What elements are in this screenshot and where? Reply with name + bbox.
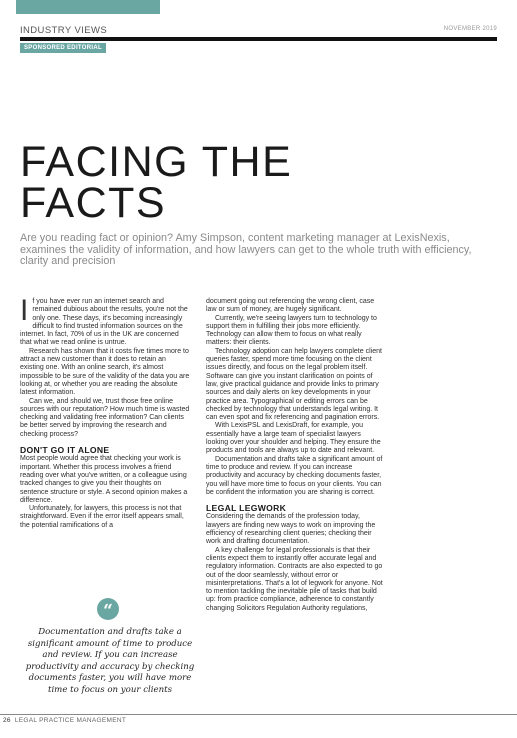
body-paragraph-text: f you have ever run an internet search and remained dubious about the results, you're not the only one. These days, it's becoming increasingly difficult to find trusted information sources on the internet. In fact, 70% of us in the UK are concerned that what we read online is untrue. xyxy=(20,298,188,347)
header-accent-bar xyxy=(16,0,160,14)
page-number: 26 xyxy=(3,717,11,724)
headline-line-2: FACTS xyxy=(20,179,167,227)
article-headline xyxy=(20,138,420,227)
headline-line-1: FACING THE xyxy=(20,138,293,186)
subheading: LEGAL LEGWORK xyxy=(206,503,287,514)
body-paragraph: With LexisPSL and LexisDraft, for example, you essentially have a large team of specialist lawyers looking over your shoulder and helping. They ensure the products and tools are always up to date and relevant. xyxy=(206,422,381,455)
body-paragraph: Research has shown that it costs five times more to attract a new customer than it does to retain an existing one. With an online search, it's almost impossible to be sure of the validity of the data you are looking at, or whether you are reading the absolute latest information. xyxy=(20,347,190,397)
body-paragraph: Technology adoption can help lawyers complete client queries faster, spend more time focusing on the client issues directly, and focus on the legal problem itself. Software can give you instant clarification on points of law, give practical guidance and provide links to primary sources and daily alerts on key developments in your practice area. Typographical or editing errors can be checked by technology that understands legal writing. It can even spot and fix referencing and pagination errors. xyxy=(206,347,382,422)
body-paragraph: document going out referencing the wrong client, case law or sum of money, are hugely significant. xyxy=(206,298,375,314)
body-paragraph: Currently, we're seeing lawyers turn to technology to support them in fulfilling their jobs more efficiently. Technology can allow them to focus on what really matters: their clients. xyxy=(206,314,377,347)
quote-icon: “ xyxy=(97,598,119,620)
publication-name: LEGAL PRACTICE MANAGEMENT xyxy=(14,717,127,724)
issue-date: NOVEMBER 2019 xyxy=(443,26,497,32)
page-footer xyxy=(3,717,126,724)
article-standfirst: Are you reading fact or opinion? Amy Simpson, content marketing manager at LexisNexis, examines the validity of information, and how lawyers can get to the whole truth with efficiency, clarity and precision xyxy=(20,232,472,268)
body-paragraph: Considering the demands of the profession today, lawyers are finding new ways to work on improving the efficiency of researching client queries; checking their work and drafting documentation. xyxy=(206,513,376,546)
body-column-1 xyxy=(20,294,190,530)
subheading: DON'T GO IT ALONE xyxy=(20,445,110,456)
sponsored-badge: SPONSORED EDITORIAL xyxy=(20,43,106,53)
footer-rule xyxy=(0,714,517,715)
body-paragraph: Most people would agree that checking your work is important. Whether this process involves a friend reading over what you've written, or a colleague using tracked changes to give you their thoughts on sentence structure or style. A second opinion makes a difference. xyxy=(20,455,188,504)
body-paragraph: Unfortunately, for lawyers, this process is not that straightforward. Even if the error itself appears small, the potential ramifications of a xyxy=(20,505,184,529)
header-rule xyxy=(20,37,497,41)
body-column-2 xyxy=(206,298,384,613)
body-paragraph xyxy=(20,294,190,348)
pull-quote: Documentation and drafts take a significant amount of time to produce and review. If you can increase productivity and accuracy by checking documents faster, you will have more time to focus on your clients xyxy=(25,627,195,695)
body-paragraph: Can we, and should we, trust those free online sources with our reputation? How much time is wasted checking and validating free information? Can clients be better served by improving the research and checking process? xyxy=(20,397,190,438)
body-paragraph: A key challenge for legal professionals is that their clients expect them to instantly offer accurate legal and regulatory information. Contracts are also expected to go out of the door seamlessly, without error or misinterpretations. That's a lot of legwork for anyone. Not to mention tackling the inevitable pile of tasks that build up: from practice compliance, adherence to constantly changing Solicitors Regulation Authority regulations, xyxy=(206,546,383,612)
drop-cap: I xyxy=(20,294,29,327)
body-paragraph: Documentation and drafts take a significant amount of time to produce and review. If you can increase productivity and accuracy by checking documents faster, you will have more time to focus on your clients. You can be confident the information you are sharing is correct. xyxy=(206,455,383,496)
section-label: INDUSTRY VIEWS xyxy=(20,25,108,36)
